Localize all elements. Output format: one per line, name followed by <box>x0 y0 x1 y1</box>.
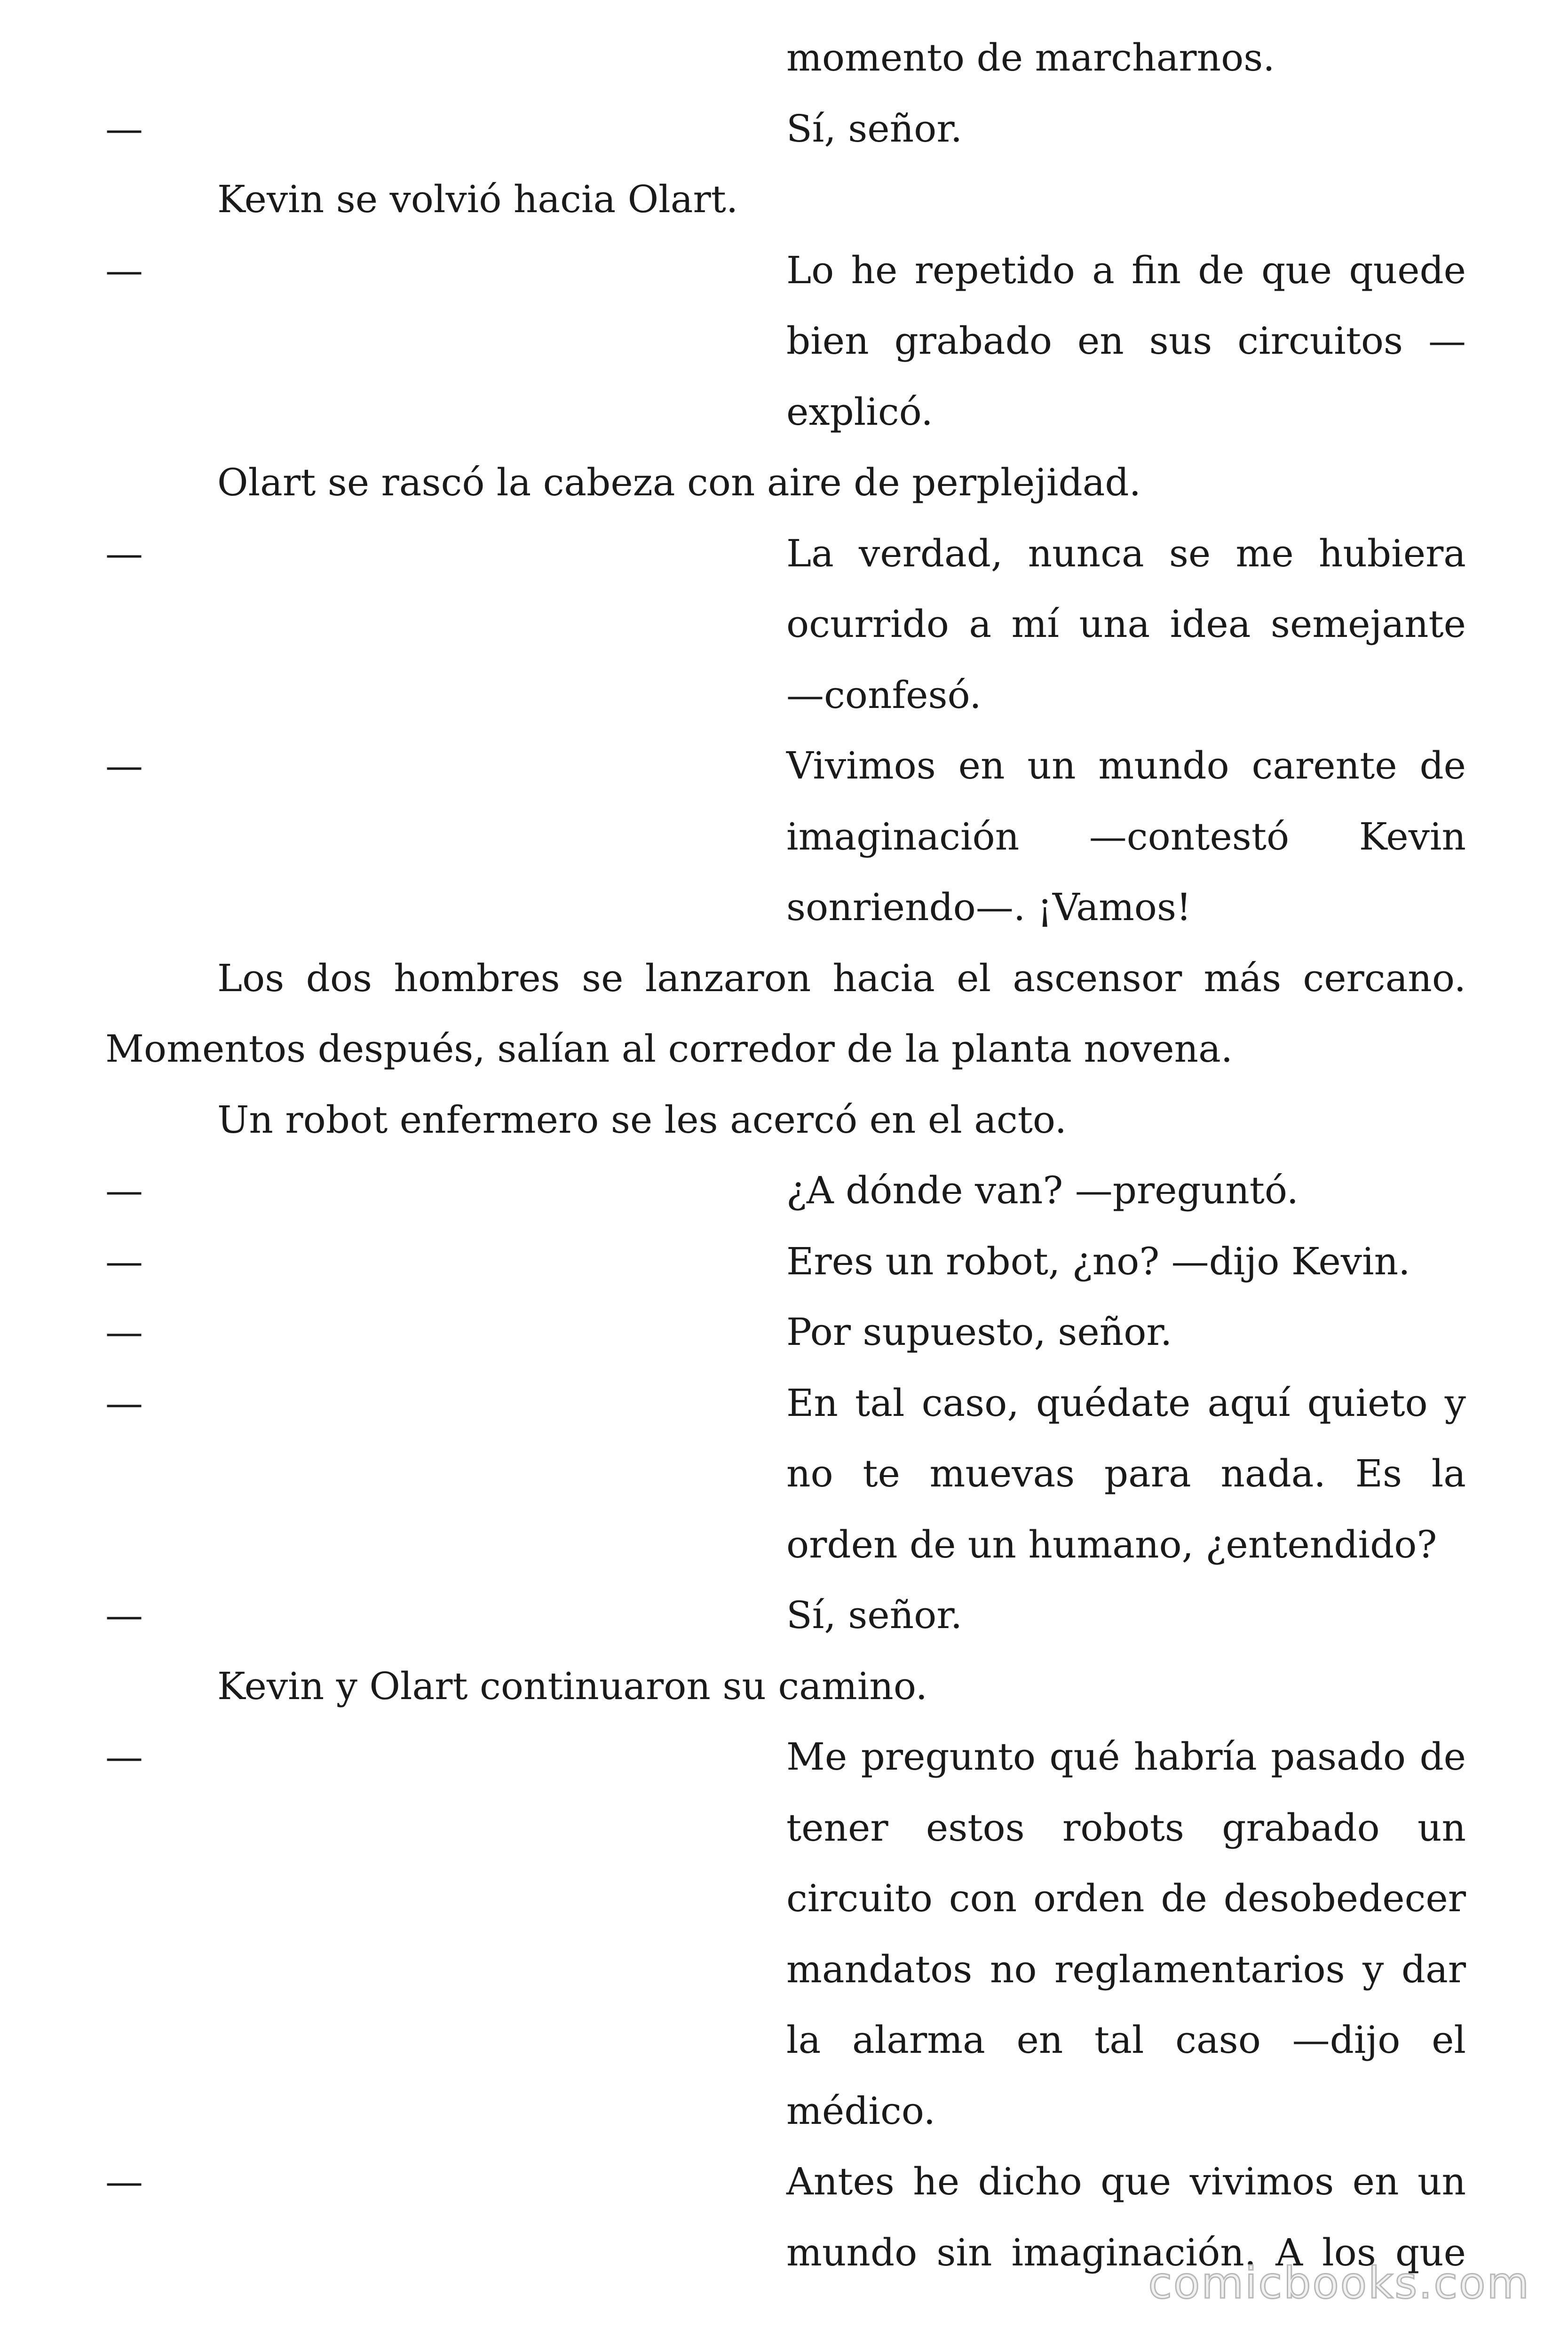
text-line <box>105 1580 1466 1651</box>
dialogue-text: explicó. <box>786 389 933 434</box>
dialogue-dash: — <box>105 744 143 787</box>
dialogue-text: no te muevas para nada. Es la <box>786 1452 1466 1495</box>
text-line <box>105 94 1466 165</box>
text-line <box>105 306 1466 377</box>
dialogue-text: mundo sin imaginación. A los que <box>786 2230 1466 2274</box>
dialogue-text: médico. <box>786 2089 935 2133</box>
dialogue-text: La verdad, nunca se me hubiera <box>786 531 1466 575</box>
text-line <box>105 164 1466 235</box>
narration-text: Kevin se volvió hacia Olart. <box>217 177 738 221</box>
dialogue-text: bien grabado en sus circuitos — <box>786 319 1466 363</box>
text-line <box>105 589 1466 660</box>
dialogue-text: la alarma en tal caso —dijo el <box>786 2018 1466 2062</box>
dialogue-text: Eres un robot, ¿no? —dijo Kevin. <box>786 1239 1410 1283</box>
text-line <box>105 1438 1466 1510</box>
dialogue-dash: — <box>105 1168 143 1212</box>
text-line <box>105 1651 1466 1722</box>
text-line <box>105 2076 1466 2147</box>
narration-text: Olart se rascó la cabeza con aire de perplejidad. <box>217 461 1141 504</box>
dialogue-text: Lo he repetido a fin de que quede <box>786 248 1466 292</box>
text-line <box>105 1014 1466 1085</box>
text-line <box>105 1297 1466 1368</box>
dialogue-text: ocurrido a mí una idea semejante <box>786 602 1466 646</box>
narration-text: Kevin y Olart continuaron su camino. <box>217 1664 927 1708</box>
dialogue-text: Antes he dicho que vivimos en un <box>786 2160 1466 2203</box>
dialogue-dash: — <box>105 248 143 292</box>
dialogue-text: Me pregunto qué habría pasado de <box>786 1735 1466 1779</box>
dialogue-text: En tal caso, quédate aquí quieto y <box>786 1381 1466 1425</box>
dialogue-dash: — <box>105 106 143 151</box>
narration-text: Un robot enfermero se les acercó en el acto. <box>217 1097 1067 1142</box>
dialogue-text: —confesó. <box>786 673 982 717</box>
text-line <box>105 1226 1466 1297</box>
text-line <box>105 377 1466 448</box>
dialogue-text: sonriendo—. ¡Vamos! <box>786 885 1192 929</box>
dialogue-dash: — <box>105 1310 143 1354</box>
text-line <box>105 802 1466 873</box>
dialogue-dash: — <box>105 1381 143 1425</box>
text-line <box>105 2005 1466 2076</box>
text-line <box>105 1155 1466 1226</box>
text-line <box>105 872 1466 943</box>
dialogue-text: tener estos robots grabado un <box>786 1805 1466 1850</box>
text-line <box>105 1085 1466 1156</box>
text-line <box>105 731 1466 802</box>
text-line <box>105 1722 1466 1793</box>
text-line <box>105 660 1466 731</box>
dialogue-text: orden de un humano, ¿entendido? <box>786 1522 1437 1566</box>
dialogue-text: ¿A dónde van? —preguntó. <box>786 1168 1299 1212</box>
dialogue-dash: — <box>105 1735 143 1779</box>
watermark-logo: comicbooks.com <box>1148 2258 1530 2308</box>
dialogue-text: circuito con orden de desobedecer <box>786 1876 1466 1920</box>
dialogue-text: Vivimos en un mundo carente de <box>786 744 1466 787</box>
text-line <box>105 1934 1466 2005</box>
dialogue-text: Por supuesto, señor. <box>786 1310 1172 1354</box>
text-line <box>105 23 1466 94</box>
text-line <box>105 518 1466 589</box>
text-line <box>105 1793 1466 1864</box>
dialogue-text: Sí, señor. <box>786 1593 963 1637</box>
book-page <box>105 23 1466 2288</box>
text-line <box>105 2146 1466 2217</box>
text-line <box>105 447 1466 518</box>
dialogue-dash: — <box>105 1239 143 1283</box>
text-line <box>105 1510 1466 1581</box>
dialogue-dash: — <box>105 2160 143 2203</box>
dialogue-text: mandatos no reglamentarios y dar <box>786 1947 1466 1991</box>
text-line <box>105 1368 1466 1439</box>
dialogue-dash: — <box>105 531 143 575</box>
text-line <box>105 1863 1466 1934</box>
narration-text: Momentos después, salían al corredor de la planta novena. <box>105 1027 1233 1071</box>
dialogue-text: momento de marcharnos. <box>786 36 1275 79</box>
dialogue-text: imaginación —contestó Kevin <box>786 814 1466 858</box>
text-line <box>105 943 1466 1014</box>
dialogue-dash: — <box>105 1593 143 1637</box>
text-line <box>105 235 1466 306</box>
narration-text: Los dos hombres se lanzaron hacia el ascensor más cercano. <box>217 956 1466 1000</box>
dialogue-text: Sí, señor. <box>786 106 963 151</box>
